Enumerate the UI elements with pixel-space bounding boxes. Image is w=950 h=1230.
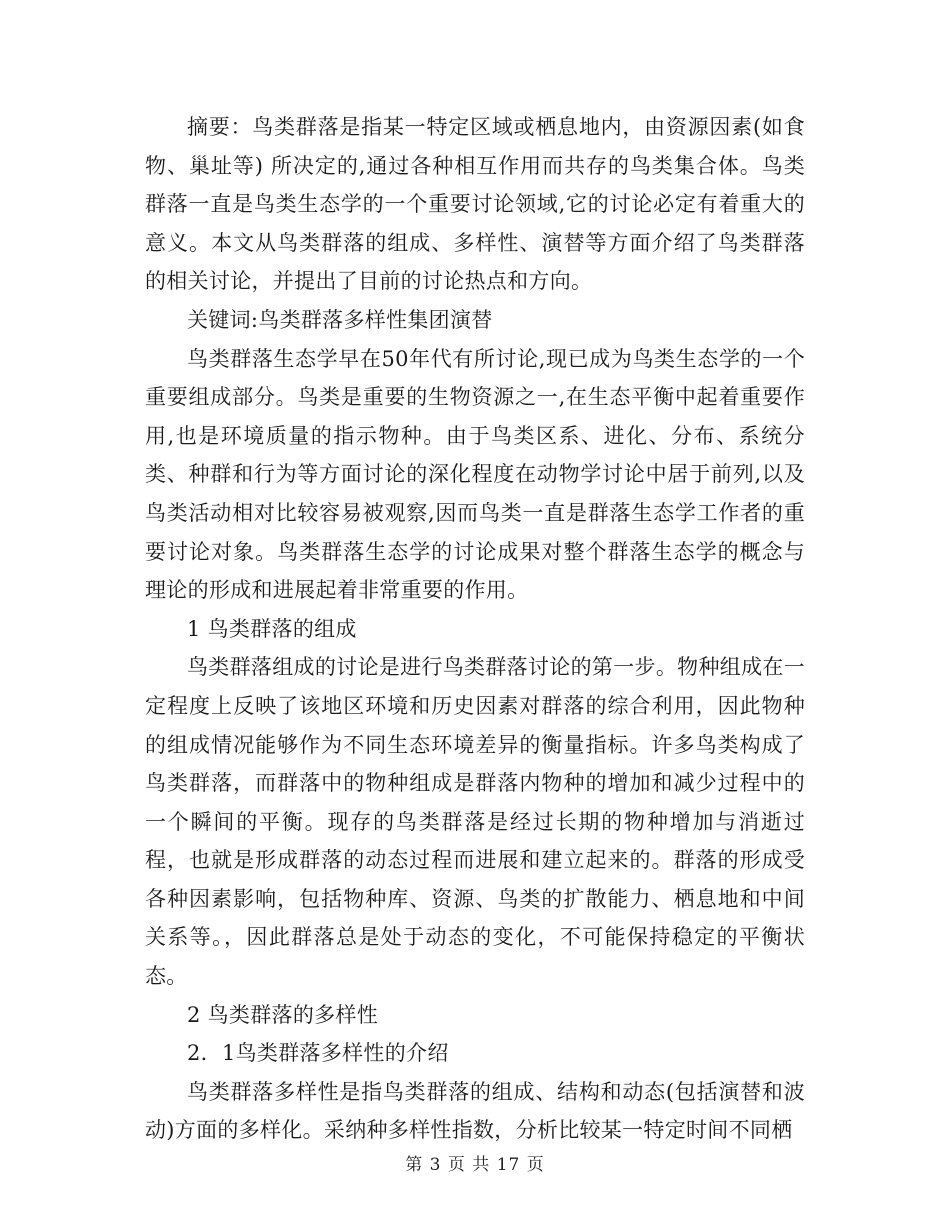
section-2-heading: 2 鸟类群落的多样性 (187, 1002, 379, 1027)
section-1-heading: 1 鸟类群落的组成 (187, 616, 357, 641)
section-2-1-heading: 2．1鸟类群落多样性的介绍 (187, 1041, 449, 1066)
document-body (145, 108, 805, 1150)
abstract-paragraph: 摘要：鸟类群落是指某一特定区域或栖息地内，由资源因素(如食物、巢址等) 所决定的,通过各种相互作用而共存的鸟类集合体。鸟类群落一直是鸟类生态学的一个重要讨论领域,它的讨论必定有着重大的意义。本文从鸟类群落的组成、多样性、演替等方面介绍了鸟类群落的相关讨论，并提出了目前的讨论热点和方向。 (145, 115, 805, 294)
section-2-1-paragraph: 鸟类群落多样性是指鸟类群落的组成、结构和动态(包括演替和波动)方面的多样化。采纳种多样性指数，分析比较某一特定时间不同栖 (145, 1079, 805, 1143)
intro-paragraph: 鸟类群落生态学早在50年代有所讨论,现已成为鸟类生态学的一个重要组成部分。鸟类是重要的生物资源之一,在生态平衡中起着重要作用,也是环境质量的指示物种。由于鸟类区系、进化、分布、系统分类、种群和行为等方面讨论的深化程度在动物学讨论中居于前列,以及鸟类活动相对比较容易被观察,因而鸟类一直是群落生态学工作者的重要讨论对象。鸟类群落生态学的讨论成果对整个群落生态学的概念与理论的形成和进展起着非常重要的作用。 (145, 346, 805, 603)
keywords-line: 关键词:鸟类群落多样性集团演替 (187, 307, 493, 332)
section-1-paragraph: 鸟类群落组成的讨论是进行鸟类群落讨论的第一步。物种组成在一定程度上反映了该地区环境和历史因素对群落的综合利用，因此物种的组成情况能够作为不同生态环境差异的衡量指标。许多鸟类构成了鸟类群落，而群落中的物种组成是群落内物种的增加和减少过程中的一个瞬间的平衡。现存的鸟类群落是经过长期的物种增加与消逝过程，也就是形成群落的动态过程而进展和建立起来的。群落的形成受各种因素影响，包括物种库、资源、鸟类的扩散能力、栖息地和中间关系等。，因此群落总是处于动态的变化，不可能保持稳定的平衡状态。 (145, 655, 805, 989)
page-number-footer: 第 3 页 共 17 页 (405, 1155, 545, 1175)
